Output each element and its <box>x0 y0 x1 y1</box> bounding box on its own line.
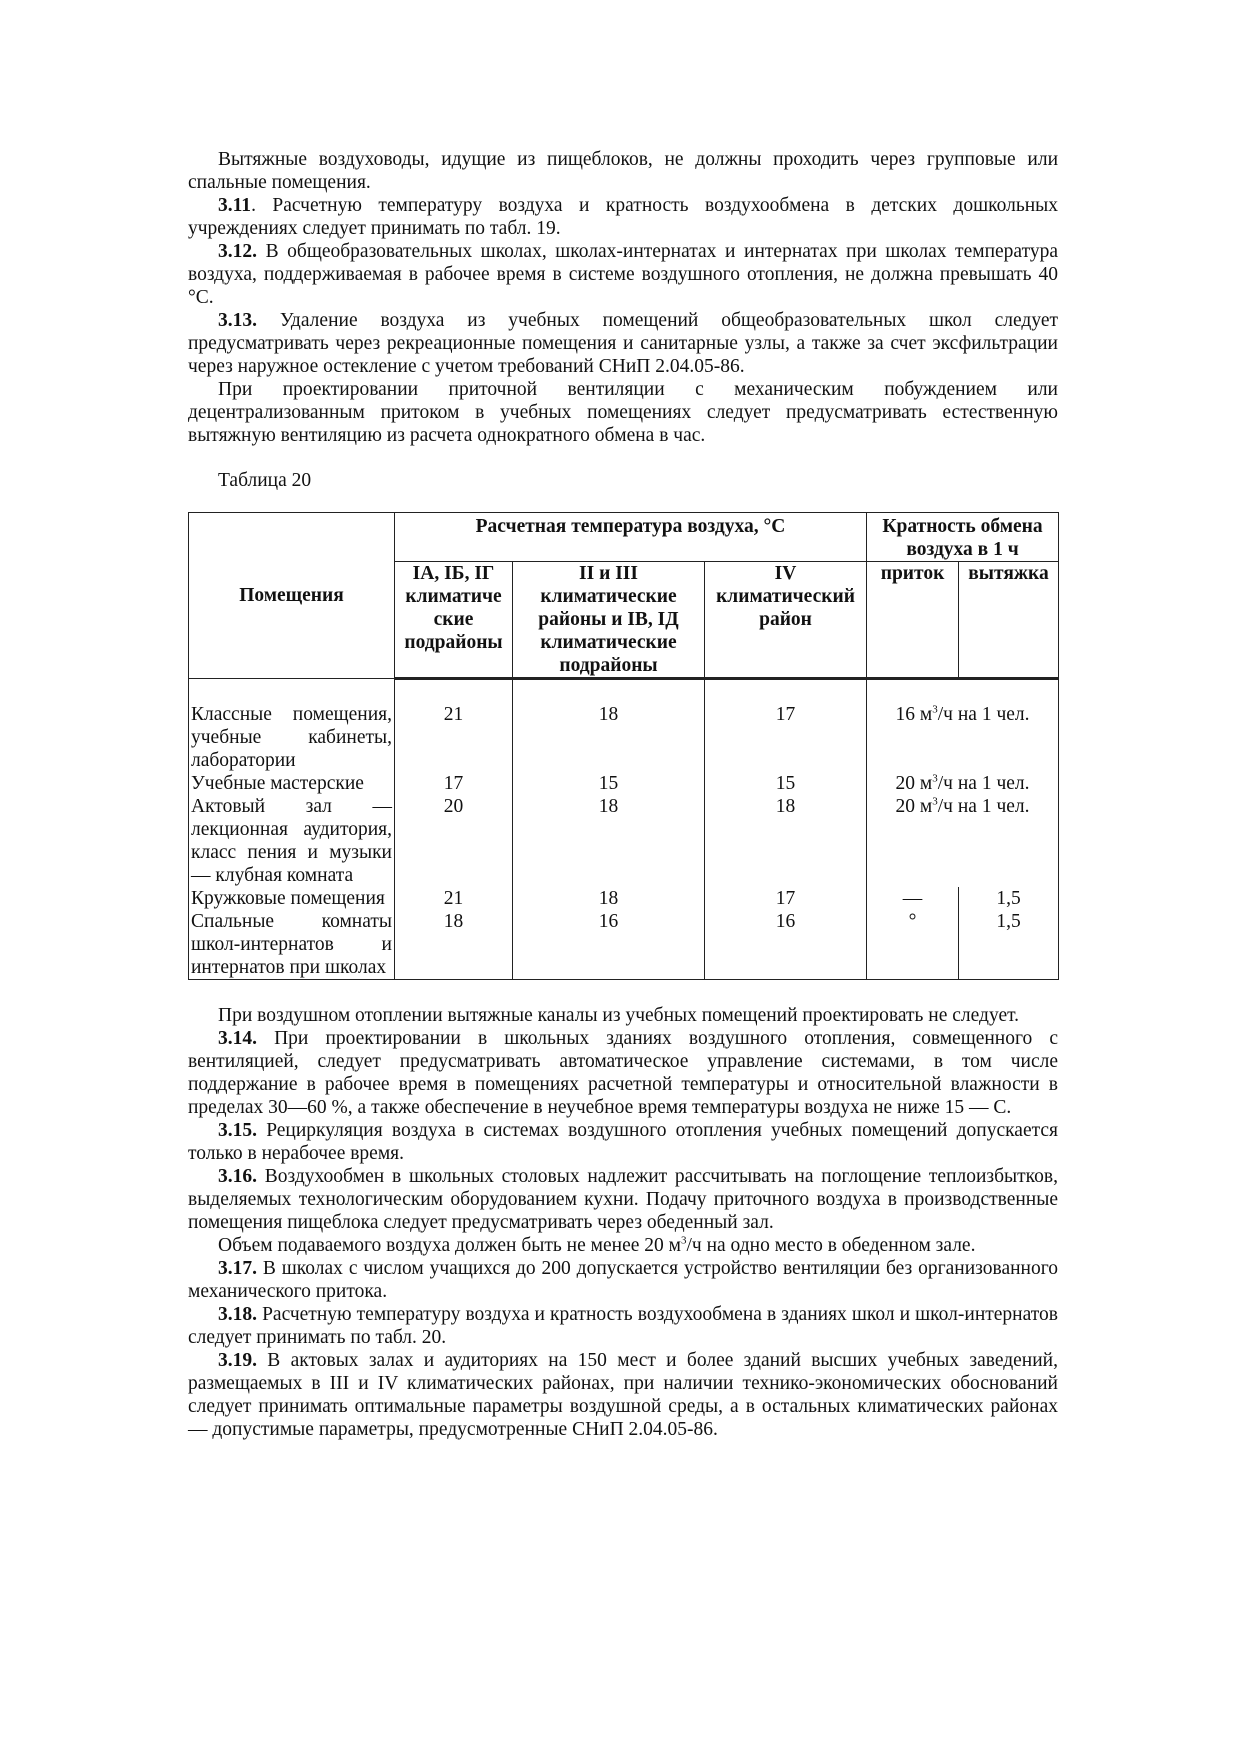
paragraph-text: Расчетную температуру воздуха и кратность воздухообмена в зданиях школ и школ-интернатов следует принимать по табл. 20. <box>188 1304 1058 1348</box>
cell-exhaust: 1,5 <box>959 887 1059 910</box>
cell-t3: 15 <box>705 772 867 795</box>
cell-inflow: — <box>867 887 959 910</box>
cell-t1: 17 <box>395 772 513 795</box>
cell-t2: 18 <box>513 795 705 887</box>
exchange-value: 16 м <box>895 704 933 725</box>
cell-t2: 16 <box>513 910 705 980</box>
exchange-sup: 3 <box>932 795 938 808</box>
clause-number: 3.11 <box>218 195 252 216</box>
cell-t3: 17 <box>705 887 867 910</box>
paragraph-text: В общеобразовательных школах, школах-интернатах и интернатах при школах температура воздуха, поддерживаемая в рабочее время в системе воздушного отопления, не должна превышать 40 °С. <box>188 241 1058 308</box>
paragraph-text: . Расчетную температуру воздуха и кратность воздухообмена в детских дошкольных учреждениях следует принимать по табл. 19. <box>188 195 1058 239</box>
clause-number: 3.19. <box>218 1350 257 1371</box>
table-spacer-row <box>189 679 1059 704</box>
clause-number: 3.14. <box>218 1028 257 1049</box>
cell-exchange <box>867 772 1059 795</box>
cell-inflow: ° <box>867 910 959 980</box>
cell-t3: 17 <box>705 703 867 772</box>
clause-number: 3.12. <box>218 241 257 262</box>
paragraph-text: Удаление воздуха из учебных помещений общеобразовательных школ следует предусматривать через рекреационные помещения и санитарные узлы, а также за счет эксфильтрации через наружное остекление с учетом требований СНиП 2.04.05-86. <box>188 310 1058 377</box>
exchange-unit: /ч на 1 чел. <box>937 796 1030 817</box>
paragraph-text: В актовых залах и аудиториях на 150 мест и более зданий высших учебных заведений, размещаемых в III и IV климатических районах, при наличии технико-экономических обоснований следует принимать оптимальные параметры воздушной среды, а в остальных климатических районах — допустимые параметры, предусмотренные СНиП 2.04.05-86. <box>188 1350 1058 1440</box>
paragraph-text: Рециркуляция воздуха в системах воздушного отопления учебных помещений допускается только в нерабочее время. <box>188 1120 1058 1164</box>
cell-exchange <box>867 703 1059 772</box>
header-exchange-group: Кратность обмена воздуха в 1 ч <box>867 513 1059 562</box>
paragraph-text: При воздушном отоплении вытяжные каналы из учебных помещений проектировать не следует. <box>218 1005 1020 1026</box>
cell-t2: 18 <box>513 703 705 772</box>
paragraph-3-12 <box>188 240 1058 309</box>
clause-number: 3.13. <box>218 310 257 331</box>
table-20 <box>188 512 1059 980</box>
paragraph-text-tail: /ч на одно место в обеденном зале. <box>686 1235 976 1256</box>
header-col-1: IА, IБ, IГ климатиче ские подрайоны <box>395 562 513 679</box>
paragraph-3-18 <box>188 1303 1058 1349</box>
cell-t3: 16 <box>705 910 867 980</box>
paragraph-text: В школах с числом учащихся до 200 допускается устройство вентиляции без организованного механического притока. <box>188 1258 1058 1302</box>
cell-t1: 21 <box>395 703 513 772</box>
header-exhaust: вытяжка <box>959 562 1059 679</box>
exchange-sup: 3 <box>932 703 938 716</box>
table-row <box>189 795 1059 887</box>
paragraph-text: Объем подаваемого воздуха должен быть не менее 20 м <box>218 1235 681 1256</box>
table-row <box>189 703 1059 772</box>
paragraph-3-11 <box>188 194 1058 240</box>
table-caption: Таблица 20 <box>218 470 312 491</box>
paragraph <box>188 148 1058 194</box>
table-row <box>189 772 1059 795</box>
header-col-2: II и III климатические районы и IВ, IД климатические подрайоны <box>513 562 705 679</box>
exchange-value: 20 м <box>895 796 933 817</box>
exchange-sup: 3 <box>932 772 938 785</box>
exchange-unit: /ч на 1 чел. <box>937 773 1030 794</box>
header-inflow: приток <box>867 562 959 679</box>
row-name: Актовый зал — лекционная аудитория, класс пения и музыки — клубная комната <box>189 795 395 887</box>
paragraph-3-14 <box>188 1027 1058 1119</box>
row-name: Кружковые помещения <box>189 887 395 910</box>
paragraphs-before <box>188 148 1058 447</box>
paragraph-3-17 <box>188 1257 1058 1303</box>
cell-t1: 18 <box>395 910 513 980</box>
cell-t1: 20 <box>395 795 513 887</box>
header-temperature-group: Расчетная температура воздуха, °С <box>395 513 867 562</box>
cell-t3: 18 <box>705 795 867 887</box>
paragraph <box>188 1234 1058 1257</box>
exchange-unit: /ч на 1 чел. <box>937 704 1030 725</box>
clause-number: 3.18. <box>218 1304 257 1325</box>
paragraph-3-15 <box>188 1119 1058 1165</box>
cell-t2: 15 <box>513 772 705 795</box>
row-name: Учебные мастерские <box>189 772 395 795</box>
table-row <box>189 910 1059 980</box>
cell-exhaust: 1,5 <box>959 910 1059 980</box>
document-page <box>188 148 1058 1441</box>
table-row <box>189 887 1059 910</box>
row-name: Классные помещения, учебные кабинеты, лаборатории <box>189 703 395 772</box>
clause-number: 3.16. <box>218 1166 257 1187</box>
paragraph-3-16 <box>188 1165 1058 1234</box>
header-col-3: IV климатический район <box>705 562 867 679</box>
paragraph-3-13 <box>188 309 1058 378</box>
cell-exchange <box>867 795 1059 887</box>
paragraph-text: При проектировании приточной вентиляции с механическим побуждением или децентрализованным притоком в учебных помещениях следует предусматривать естественную вытяжную вентиляцию из расчета однократного обмена в час. <box>188 379 1058 446</box>
cell-t2: 18 <box>513 887 705 910</box>
row-name: Спальные комнаты школ-интернатов и интернатов при школах <box>189 910 395 980</box>
paragraph-text: Вытяжные воздуховоды, идущие из пищеблоков, не должны проходить через групповые или спальные помещения. <box>188 149 1058 193</box>
clause-number: 3.17. <box>218 1258 257 1279</box>
paragraph-text: Воздухообмен в школьных столовых надлежит рассчитывать на поглощение теплоизбытков, выделяемых технологическим оборудованием кухни. Подачу приточного воздуха в производственные помещения пищеблока следует предусматривать через обеденный зал. <box>188 1166 1058 1233</box>
paragraph <box>188 1004 1058 1027</box>
superscript: 3 <box>680 1234 687 1247</box>
header-rooms: Помещения <box>189 513 395 679</box>
cell-t1: 21 <box>395 887 513 910</box>
clause-number: 3.15. <box>218 1120 257 1141</box>
paragraph-3-19 <box>188 1349 1058 1441</box>
paragraphs-after <box>188 1004 1058 1441</box>
paragraph-text: При проектировании в школьных зданиях воздушного отопления, совмещенного с вентиляцией, следует предусматривать автоматическое управление системами, в том числе поддержание в рабочее время в помещениях расчетной температуры и относительной влажности в пределах 30—60 %, а также обеспечение в неучебное время температуры воздуха не ниже 15 — С. <box>188 1028 1058 1118</box>
exchange-value: 20 м <box>895 773 933 794</box>
paragraph <box>188 378 1058 447</box>
